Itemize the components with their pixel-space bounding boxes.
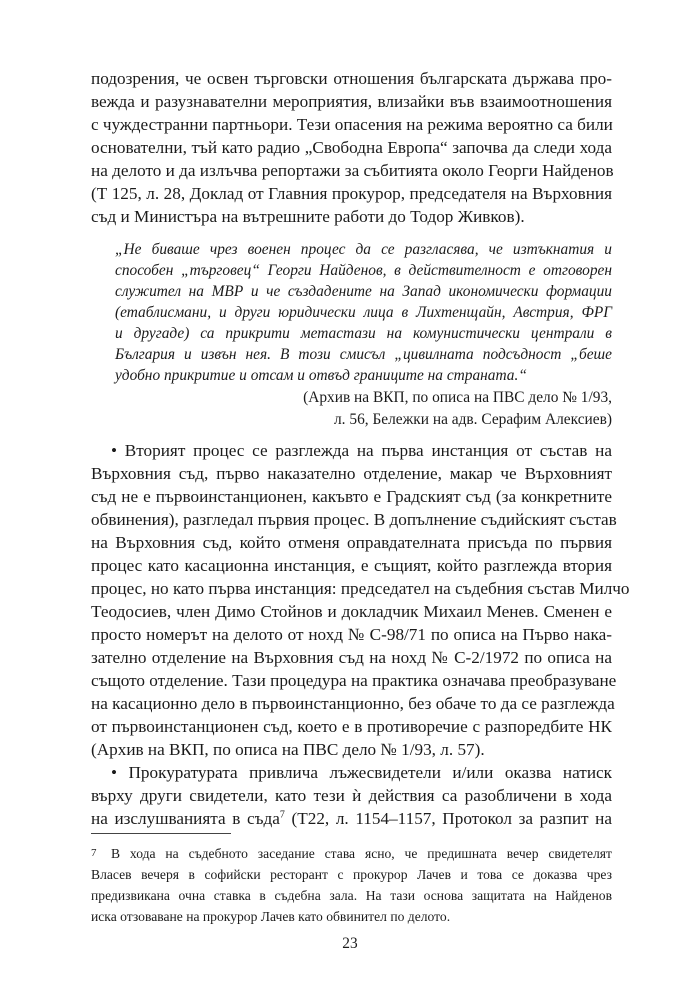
text-line: същото отделение. Тази процедура на практика означава преобразуване: [91, 671, 617, 690]
footnote-line: Власев вечеря в софийски ресторант с прокурор Лачев и това се доказва чрез: [91, 867, 612, 882]
text-line: на делото и да излъчва репортажи за събитията около Георги Найденов: [91, 161, 614, 180]
footnote-line: В хода на съдебното заседание става ясно, че предишната вечер свидетелят: [111, 846, 612, 861]
quote-line: България и извън нея. В този смисъл „цивилната подсъдност „беше: [115, 346, 612, 363]
text-line: зателно отделение на Върховния съд на нохд № С-2/1972 по описа на: [91, 648, 612, 667]
text-line: (Т 125, л. 28, Доклад от Главния прокурор, председателя на Върховния: [91, 184, 612, 203]
text-line: (Архив на ВКП, по описа на ПВС дело № 1/93, л. 57).: [91, 740, 485, 759]
text-line: Теодосиев, член Димо Стойнов и докладчик Михаил Менев. Сменен е: [91, 602, 612, 621]
text-line: от първоинстанционен съд, което е в противоречие с разпоредбите НК: [91, 717, 612, 736]
quote-line: „Не биваше чрез военен процес да се разгласява, че изтъкнатия и: [115, 241, 612, 258]
footnote-line: иска отзоваване на прокурор Лачев като обвинител по делото.: [91, 909, 451, 924]
text-line: на касационно дело в първоинстанционно, без обаче то да се разглежда: [91, 694, 615, 713]
text-line: съд и Министъра на вътрешните работи до Тодор Живков).: [91, 207, 525, 226]
footnote-reference[interactable]: 7: [279, 809, 285, 821]
quote-line: удобно прикритие и отсам и отвъд границите на страната.“: [115, 367, 527, 384]
quote-line: способен „търговец“ Георги Найденов, в действителност е отговорен: [115, 262, 612, 279]
quote-line: служител на МВР и че създадените на Запад икономически формации: [115, 283, 612, 300]
footnote-separator: [91, 833, 231, 834]
text-line: подозрения, че освен търговски отношения българската държава про-: [91, 69, 612, 88]
text-line: основателни, тъй като радио „Свободна Европа“ започва да следи хода: [91, 138, 612, 157]
footnote-line: предизвикана очна ставка в съдебна зала. На тази основа защитата на Найденов: [91, 888, 612, 903]
text-line: съд не е първоинстанционен, какъвто е Градският съд (за конкретните: [91, 487, 612, 506]
page-number: 23: [342, 935, 358, 952]
quote-source: л. 56, Бележки на адв. Серафим Алексиев): [334, 411, 612, 428]
text-line: просто номерът на делото от нохд № С-98/71 по описа на Първо нака-: [91, 625, 612, 644]
quote-line: (етаблисмани, и други юридически лица в Лихтенщайн, Австрия, ФРГ: [115, 304, 612, 321]
text-line: процес като касационна инстанция, е същият, който разглежда втория: [91, 556, 612, 575]
text-line: процес, но като първа инстанция: председател на съдебния състав Милчо: [91, 579, 630, 598]
text-line: • Вторият процес се разглежда на първа инстанция от състав на: [111, 441, 612, 460]
quote-source: (Архив на ВКП, по описа на ПВС дело № 1/93,: [303, 389, 612, 406]
text-segment: (Т22, л. 1154–1157, Протокол за разпит на: [284, 809, 613, 828]
quote-line: и другаде) са прикрити метастази на комунистически централи в: [115, 325, 612, 342]
text-line: • Прокуратурата привлича лъжесвидетели и/или оказва натиск: [111, 763, 612, 782]
footnote-mark: 7: [91, 847, 97, 859]
text-line: обвинения), разгледал първия процес. В допълнение съдийският състав: [91, 510, 617, 529]
text-line: на Върховния съд, който отменя оправдателната присъда по първия: [91, 533, 612, 552]
text-segment: на изслушванията в съда: [91, 809, 280, 828]
text-line: върху други свидетели, като тези ѝ действия са разобличени в хода: [91, 786, 612, 805]
text-line: вежда и разузнавателни мероприятия, влизайки във взаимоотношения: [91, 92, 612, 111]
text-line: [91, 808, 612, 830]
text-line: Върховния съд, първо наказателно отделение, макар че Върховният: [91, 464, 612, 483]
text-line: с чуждестранни партньори. Тези опасения на режима вероятно са били: [91, 115, 613, 134]
